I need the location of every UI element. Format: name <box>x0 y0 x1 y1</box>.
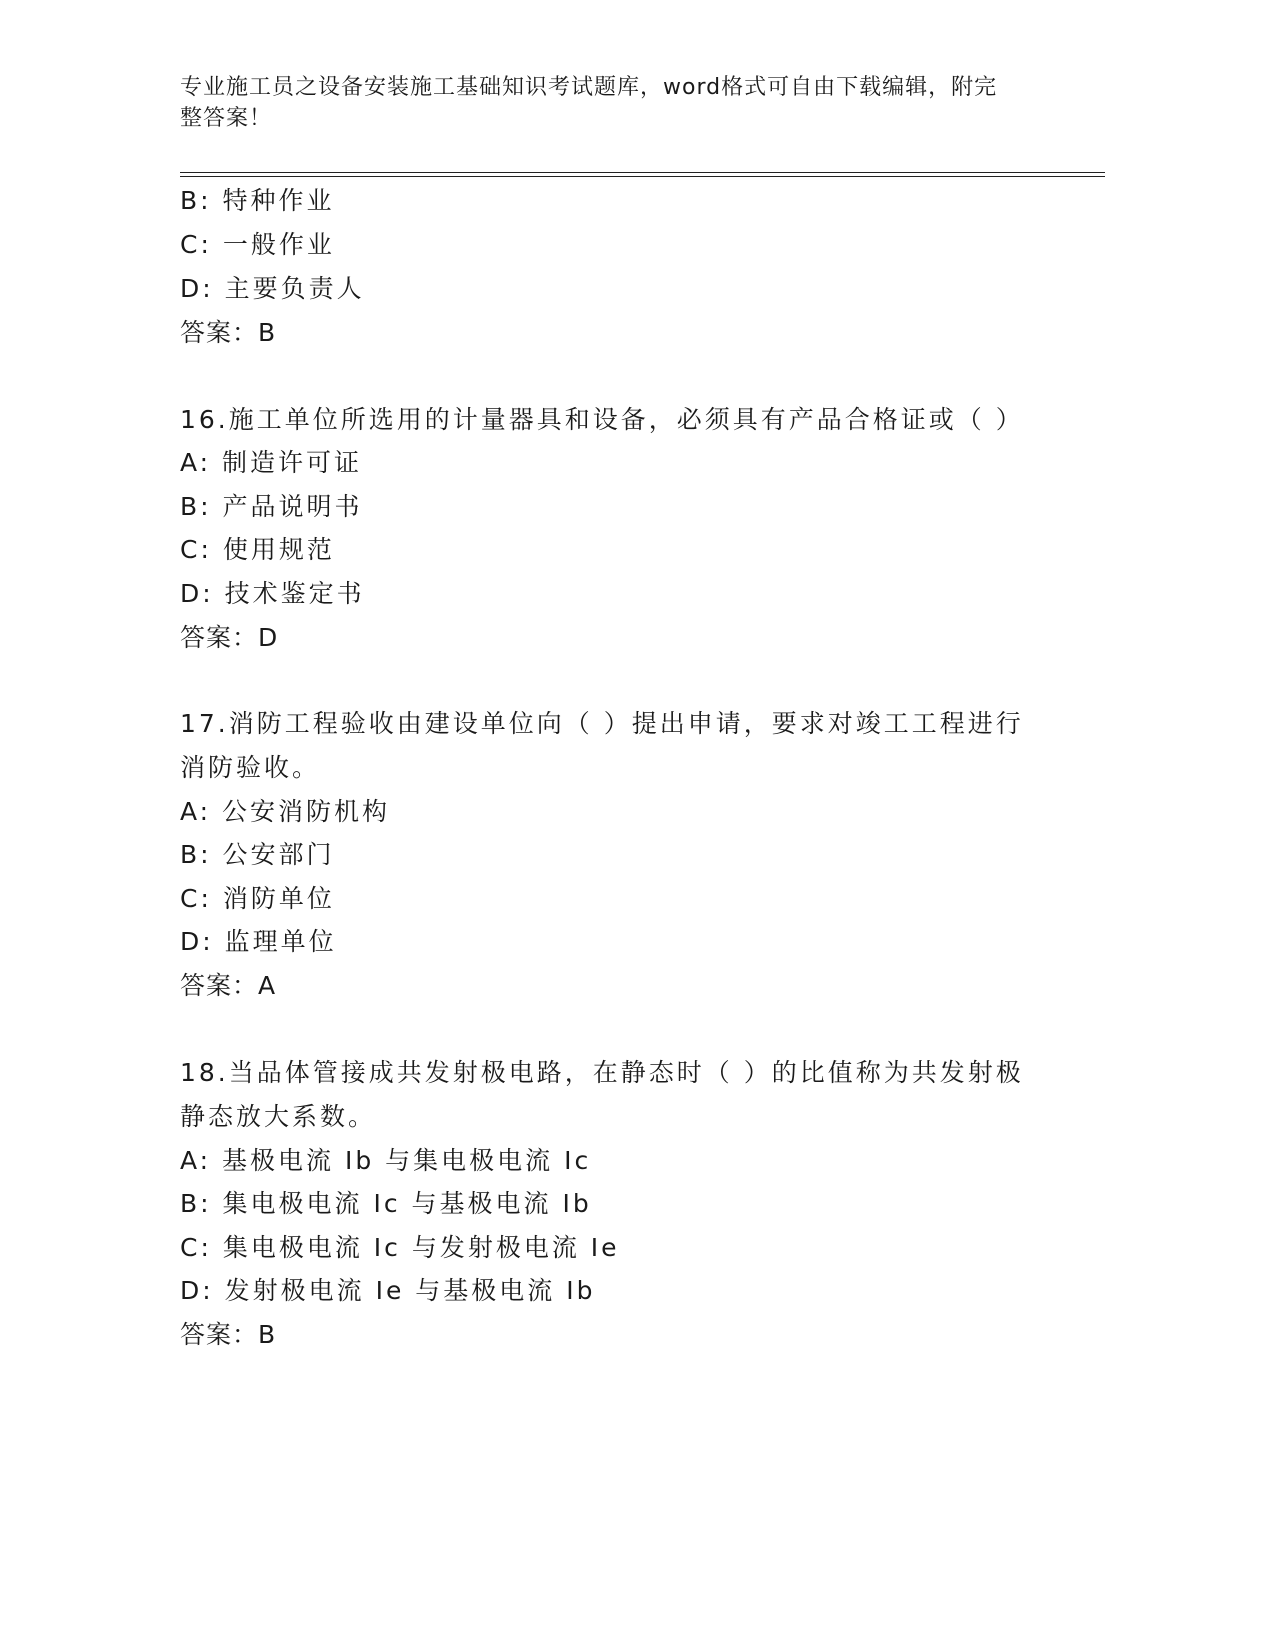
prev-answer: 答案：B <box>180 318 277 347</box>
prev-option-b: B: 特种作业 <box>180 186 335 215</box>
header-rule-top <box>180 172 1105 173</box>
header-rule-bottom <box>180 176 1105 177</box>
q17-option-b: B: 公安部门 <box>180 840 335 869</box>
q18-option-b: B: 集电极电流 Ic 与基极电流 Ib <box>180 1189 592 1218</box>
header-line-2: 整答案！ <box>180 106 273 131</box>
q17-option-c: C: 消防单位 <box>180 884 335 913</box>
q18-stem-line-1: 18.当品体管接成共发射极电路，在静态时（ ）的比值称为共发射极 <box>180 1058 1024 1087</box>
q16-stem: 16.施工单位所选用的计量器具和设备，必须具有产品合格证或（ ） <box>180 405 1024 434</box>
q18-option-c: C: 集电极电流 Ic 与发射极电流 Ie <box>180 1233 620 1262</box>
q16-option-b: B: 产品说明书 <box>180 492 363 521</box>
q16-option-d: D: 技术鉴定书 <box>180 579 365 608</box>
q18-option-a: A: 基极电流 Ib 与集电极电流 Ic <box>180 1146 592 1175</box>
q18-option-d: D: 发射极电流 Ie 与基极电流 Ib <box>180 1276 596 1305</box>
q16-option-a: A: 制造许可证 <box>180 448 363 477</box>
document-header <box>180 72 1060 134</box>
q17-option-a: A: 公安消防机构 <box>180 797 391 826</box>
header-line-1: 专业施工员之设备安装施工基础知识考试题库，word格式可自由下载编辑，附完 <box>180 75 998 100</box>
q18-stem-line-2: 静态放大系数。 <box>180 1102 377 1131</box>
q16-answer: 答案：D <box>180 623 279 652</box>
q16-option-c: C: 使用规范 <box>180 535 335 564</box>
q17-stem-line-2: 消防验收。 <box>180 753 321 782</box>
q17-answer: 答案：A <box>180 971 277 1000</box>
prev-option-c: C: 一般作业 <box>180 230 335 259</box>
q18-answer: 答案：B <box>180 1320 277 1349</box>
q17-option-d: D: 监理单位 <box>180 927 337 956</box>
prev-option-d: D: 主要负责人 <box>180 274 365 303</box>
q17-stem-line-1: 17.消防工程验收由建设单位向（ ）提出申请，要求对竣工工程进行 <box>180 709 1024 738</box>
